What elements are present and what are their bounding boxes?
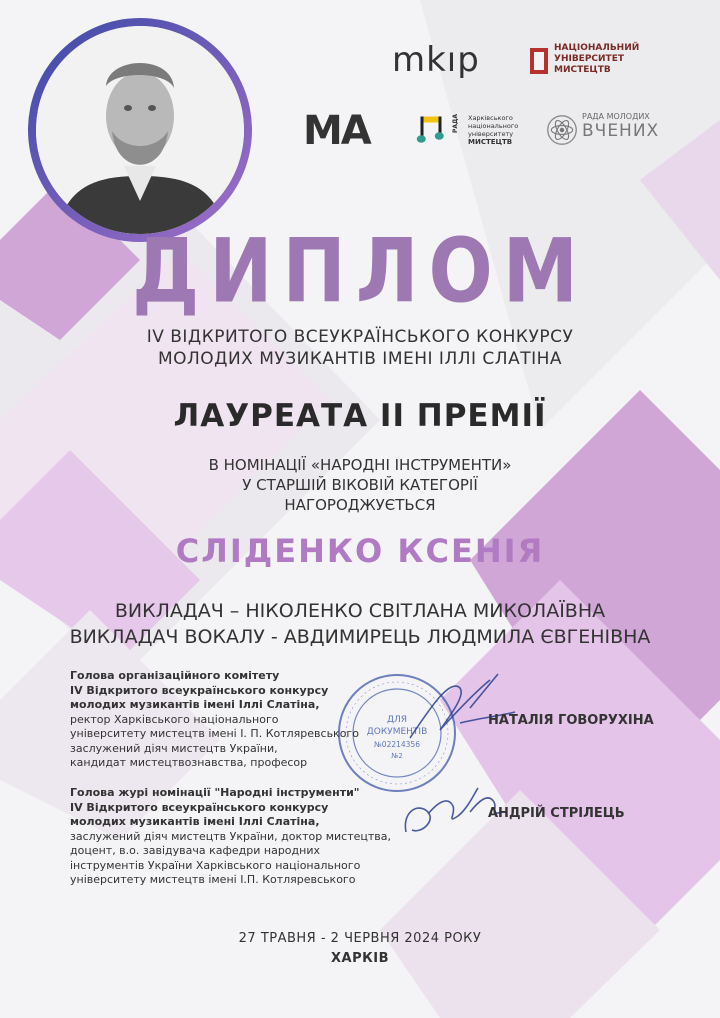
committee-line-6: заслужений діяч мистецтв України, xyxy=(70,741,278,755)
teacher-line-2: ВИКЛАДАЧ ВОКАЛУ - АВДИМИРЕЦЬ ЛЮДМИЛА ЄВГЕНІВНА xyxy=(69,626,651,648)
jury-line-5: доцент, в.о. завідувача кафедри народних xyxy=(70,844,320,857)
jury-signer-name: АНДРІЙ СТРІЛЕЦЬ xyxy=(488,806,625,821)
nomination-line-1: В НОМІНАЦІЇ «НАРОДНІ ІНСТРУМЕНТИ» xyxy=(208,456,512,474)
event-city: ХАРКІВ xyxy=(331,951,389,966)
award-level: ЛАУРЕАТА ІІ ПРЕМІЇ xyxy=(173,398,547,434)
stamp-line-4: №2 xyxy=(391,752,403,760)
stamp-line-1: ДЛЯ xyxy=(386,715,408,725)
committee-line-1: Голова організаційного комітету xyxy=(70,669,280,682)
stamp-line-2: ДОКУМЕНТІВ xyxy=(366,727,428,737)
jury-line-4: заслужений діяч мистецтв України, доктор мистецтва, xyxy=(70,829,392,843)
event-dates: 27 ТРАВНЯ - 2 ЧЕРВНЯ 2024 РОКУ xyxy=(238,931,482,946)
teacher-line-1: ВИКЛАДАЧ – НІКОЛЕНКО СВІТЛАНА МИКОЛАЇВНА xyxy=(114,600,606,622)
jury-line-3: молодих музикантів імені Іллі Слатіна, xyxy=(70,815,320,828)
atom-icon xyxy=(546,114,578,146)
committee-line-2: IV Відкритого всеукраїнського конкурсу xyxy=(70,683,329,697)
logo-young-scientists xyxy=(546,110,660,150)
nomination-line-3: НАГОРОДЖУЄТЬСЯ xyxy=(284,496,436,514)
portrait-photo xyxy=(36,26,244,234)
teachers xyxy=(0,598,720,650)
rmv-line1: РАДА МОЛОДИХ xyxy=(582,112,650,121)
committee-line-5: університету мистецтв імені І. П. Котляревського xyxy=(70,727,359,740)
music-note-icon xyxy=(416,112,446,148)
knum-line2: УНІВЕРСИТЕТ xyxy=(554,54,624,64)
knum-emblem-icon xyxy=(528,42,552,78)
logo-knum xyxy=(528,42,640,78)
jury-line-2: IV Відкритого всеукраїнського конкурсу xyxy=(70,800,329,814)
knum-line1: НАЦІОНАЛЬНИЙ xyxy=(554,43,640,53)
rada-line4: МИСТЕЦТВ xyxy=(468,138,513,146)
jury-line-1: Голова журі номінації "Народні інструменти" xyxy=(70,786,360,799)
rada-line2: національного xyxy=(468,122,519,130)
rada-line1: Харківського xyxy=(468,114,513,122)
committee-line-7: кандидат мистецтвознавства, професор xyxy=(70,756,308,769)
stamp-line-3: №02214356 xyxy=(374,740,420,749)
committee-signer-name: НАТАЛІЯ ГОВОРУХІНА xyxy=(488,713,654,728)
nomination-text xyxy=(0,455,720,515)
subtitle-line-2: МОЛОДИХ МУЗИКАНТІВ ІМЕНІ ІЛЛІ СЛАТІНА xyxy=(157,349,563,369)
logo-rada-students xyxy=(416,110,526,152)
subtitle-line-1: IV ВІДКРИТОГО ВСЕУКРАЇНСЬКОГО КОНКУРСУ xyxy=(146,327,574,347)
jury-block xyxy=(70,786,391,888)
committee-line-4: ректор Харківського національного xyxy=(70,712,279,726)
logo-mkip: mkıp xyxy=(392,40,480,80)
recipient-name: СЛІДЕНКО КСЕНІЯ xyxy=(175,532,545,570)
committee-line-3: молодих музикантів імені Іллі Слатіна, xyxy=(70,698,320,711)
jury-line-6: інструментів України Харківського національного xyxy=(70,858,361,872)
event-footer xyxy=(0,929,720,969)
logo-ma: MA xyxy=(303,108,370,154)
jury-line-7: університету мистецтв імені І.П. Котляревського xyxy=(70,873,356,886)
organizing-committee-block xyxy=(70,669,359,771)
knum-line3: МИСТЕЦТВ xyxy=(554,65,611,75)
nomination-line-2: У СТАРШІЙ ВІКОВІЙ КАТЕГОРІЇ xyxy=(242,476,478,494)
rada-vertical: РАДА xyxy=(452,114,459,134)
rada-line3: університету xyxy=(468,130,514,138)
rmv-line2: ВЧЕНИХ xyxy=(582,121,660,141)
competition-subtitle xyxy=(0,326,720,370)
signature-govorukhina xyxy=(400,668,520,748)
diploma-title: ДИПЛОМ xyxy=(131,219,588,323)
